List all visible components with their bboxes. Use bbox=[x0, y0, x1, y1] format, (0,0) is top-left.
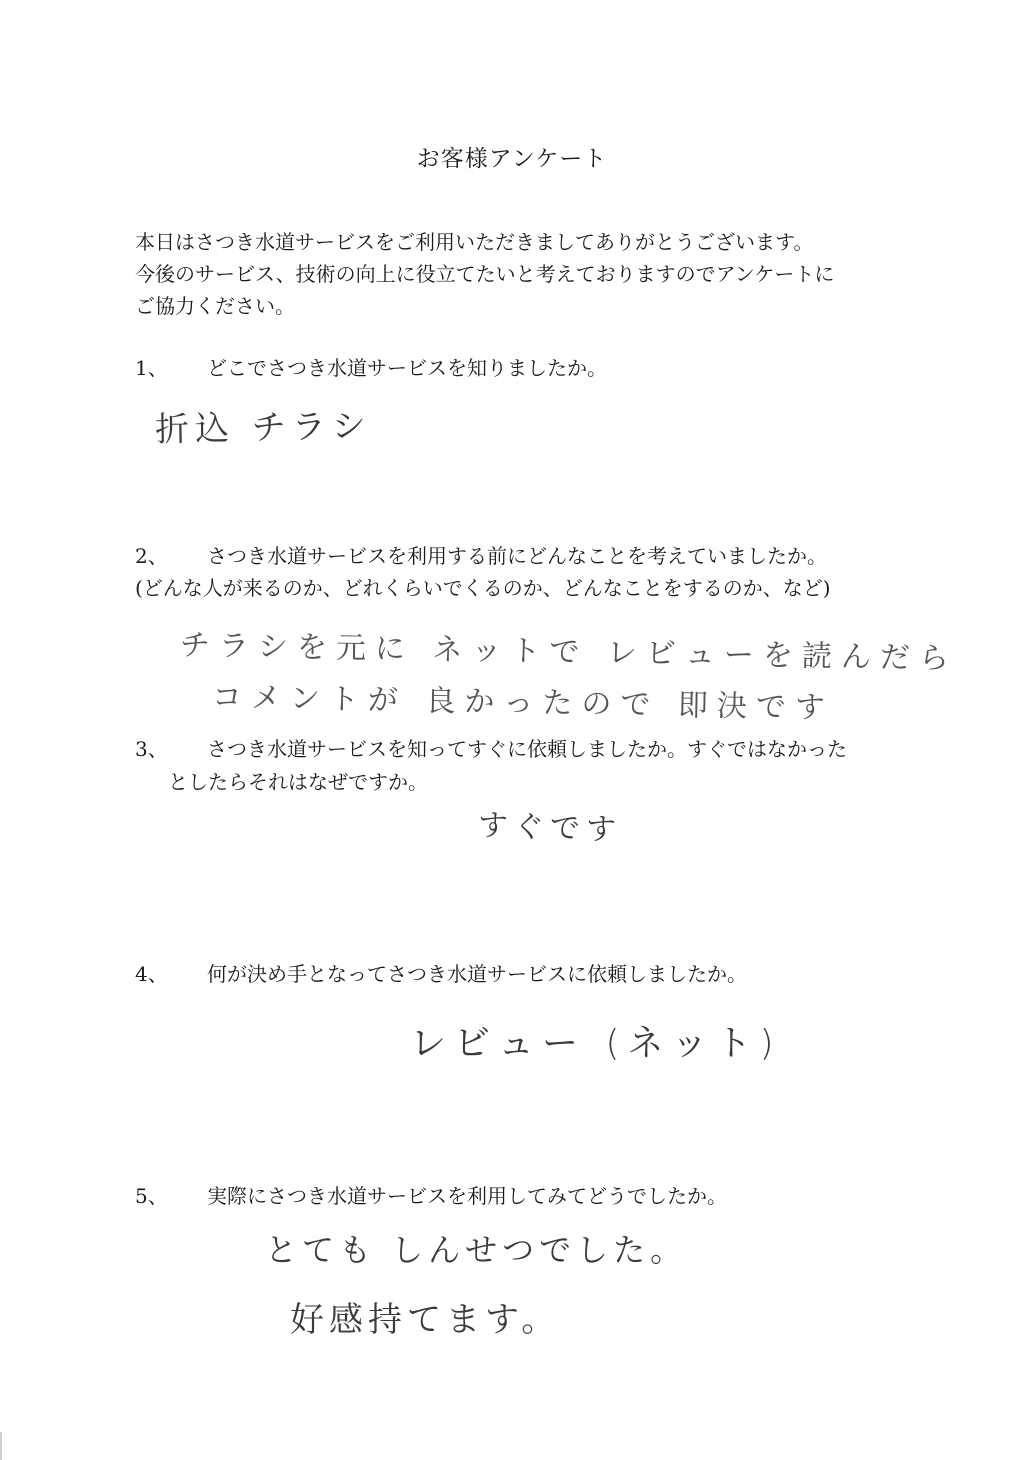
question-3 bbox=[135, 733, 847, 765]
handwritten-answer-2-line-1: チラシを元に ネットで レビューを読んだら bbox=[179, 628, 959, 677]
question-number: 3、 bbox=[135, 737, 168, 761]
scan-edge-mark bbox=[0, 1432, 2, 1460]
question-text: さつき水道サービスを利用する前にどんなことを考えていましたか。 bbox=[207, 544, 827, 568]
handwritten-answer-5-line-2: 好感持てます。 bbox=[290, 1300, 561, 1340]
handwritten-answer-2-line-2: コメントが 良かったので 即決です bbox=[211, 680, 835, 726]
handwritten-answer-4: レビュー (ネット) bbox=[410, 1023, 782, 1064]
handwritten-answer-3: すぐです bbox=[477, 808, 623, 849]
question-number: 4、 bbox=[135, 962, 168, 986]
page-title: お客様アンケート bbox=[416, 146, 608, 172]
question-2-sub: (どんな人が来るのか、どれくらいでくるのか、どんなことをするのか、など) bbox=[135, 576, 831, 600]
intro-line: ご協力ください。 bbox=[135, 294, 295, 318]
handwritten-answer-5-line-1: とても しんせつでした。 bbox=[265, 1231, 688, 1269]
question-text: どこでさつき水道サービスを知りましたか。 bbox=[207, 356, 607, 380]
question-3-sub: としたらそれはなぜですか。 bbox=[168, 770, 428, 794]
question-2 bbox=[135, 540, 827, 572]
handwritten-answer-1: 折込 チラシ bbox=[154, 406, 373, 450]
question-number: 1、 bbox=[135, 356, 168, 380]
question-1 bbox=[135, 352, 607, 384]
question-4 bbox=[135, 958, 747, 990]
intro-line: 本日はさつき水道サービスをご利用いただきましてありがとうございます。 bbox=[135, 230, 814, 254]
question-text: さつき水道サービスを知ってすぐに依頼しましたか。すぐではなかった bbox=[207, 737, 847, 761]
intro-line: 今後のサービス、技術の向上に役立てたいと考えておりますのでアンケートに bbox=[135, 262, 835, 286]
question-5 bbox=[135, 1180, 727, 1212]
intro-paragraph bbox=[135, 226, 834, 322]
question-text: 何が決め手となってさつき水道サービスに依頼しましたか。 bbox=[207, 962, 747, 986]
question-number: 2、 bbox=[135, 544, 168, 568]
question-number: 5、 bbox=[135, 1184, 168, 1208]
question-text: 実際にさつき水道サービスを利用してみてどうでしたか。 bbox=[207, 1184, 727, 1208]
